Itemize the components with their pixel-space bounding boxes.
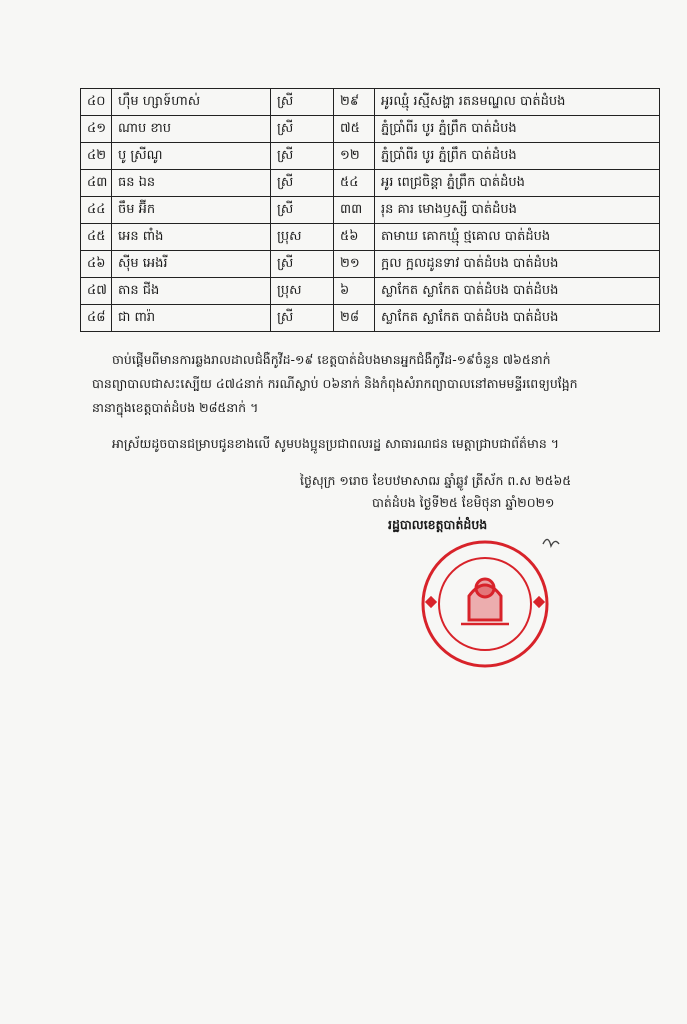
- row-name: ហ៊ឹម ហ្សាទ៍ហាស់: [112, 89, 271, 116]
- row-sex: ប្រុស: [271, 224, 334, 251]
- summary-line-1: ចាប់ផ្តើមពីមានការឆ្លងរាលដាលជំងឺកូវីដ-១៩ ខេត្តបាត់ដំបងមានអ្នកជំងឺកូវីដ-១៩ចំនួន ៧៦៥នាក់: [112, 352, 551, 367]
- table-row: [81, 116, 660, 143]
- table-row: [81, 224, 660, 251]
- table-row: [81, 170, 660, 197]
- table-row: [81, 89, 660, 116]
- closing-paragraph: [92, 432, 652, 456]
- table-row: [81, 278, 660, 305]
- row-number: ៤៤: [81, 197, 112, 224]
- row-address: រុន គារ មោងឫស្សី បាត់ដំបង: [375, 197, 660, 224]
- row-number: ៤២: [81, 143, 112, 170]
- row-sex: ស្រី: [271, 305, 334, 332]
- row-name: ជា ពារ៉ា: [112, 305, 271, 332]
- row-age: ៧៥: [334, 116, 375, 143]
- summary-line-2: បានព្យាបាលជាសះស្បើយ ៤៧៤នាក់ ករណីស្លាប់ ០៦នាក់ និងកំពុងសំរាកព្យាបាលនៅតាមមន្ទីរពេទ្យបង្អែក: [92, 376, 578, 391]
- row-name: ធន ឯន: [112, 170, 271, 197]
- closing-line: អាស្រ័យដូចបានជម្រាបជូនខាងលើ សូមបងប្អូនប្រជាពលរដ្ឋ សាធារណជន មេត្តាជ្រាបជាព័ត៌មាន ។: [112, 436, 560, 451]
- seal-star-left: [427, 598, 435, 606]
- row-age: ៥៤: [334, 170, 375, 197]
- row-number: ៤០: [81, 89, 112, 116]
- seal-star-right: [535, 598, 543, 606]
- row-number: ៤៨: [81, 305, 112, 332]
- row-sex: ស្រី: [271, 116, 334, 143]
- summary-paragraph: [92, 348, 652, 420]
- row-name: បូ ស្រីណូ: [112, 143, 271, 170]
- row-sex: ស្រី: [271, 143, 334, 170]
- row-sex: ប្រុស: [271, 278, 334, 305]
- row-address: ភ្នំប្រាំពីរ បូរ ភ្នំព្រឹក បាត់ដំបង: [375, 143, 660, 170]
- row-age: ២១: [334, 251, 375, 278]
- row-number: ៤៦: [81, 251, 112, 278]
- row-address: ភ្នំប្រាំពីរ បូរ ភ្នំព្រឹក បាត់ដំបង: [375, 116, 660, 143]
- row-number: ៤៣: [81, 170, 112, 197]
- row-address: អូរ ពេជ្រចិន្តា ភ្នំព្រឹក បាត់ដំបង: [375, 170, 660, 197]
- row-address: ក្អល ក្អលដូនទាវ បាត់ដំបង បាត់ដំបង: [375, 251, 660, 278]
- issuing-office: រដ្ឋបាលខេត្តបាត់ដំបង: [388, 517, 488, 532]
- lunar-date: ថ្ងៃសុក្រ ១រោច ខែបឋមាសាឍ ឆ្នាំឆ្លូវ ត្រីស័ក ព.ស ២៥៦៥: [300, 473, 572, 488]
- row-name: តាន ជីង: [112, 278, 271, 305]
- row-address: អូរឈ្មុំ រស្មីសង្ហា រតនមណ្ឌល បាត់ដំបង: [375, 89, 660, 116]
- row-name: ស៊ីម អេងរី: [112, 251, 271, 278]
- table-row: [81, 251, 660, 278]
- row-sex: ស្រី: [271, 89, 334, 116]
- table-row: [81, 143, 660, 170]
- cases-table: [80, 88, 660, 332]
- row-age: ៣៣: [334, 197, 375, 224]
- row-age: ២៩: [334, 89, 375, 116]
- row-sex: ស្រី: [271, 251, 334, 278]
- seal-mark: [423, 542, 547, 666]
- row-address: ស្លាកែត ស្លាកែត បាត់ដំបង បាត់ដំបង: [375, 278, 660, 305]
- row-age: ៥៦: [334, 224, 375, 251]
- row-number: ៤១: [81, 116, 112, 143]
- solar-date: បាត់ដំបង ថ្ងៃទី២៥ ខែមិថុនា ឆ្នាំ២០២១: [372, 495, 555, 510]
- row-age: ១២: [334, 143, 375, 170]
- row-number: ៤៧: [81, 278, 112, 305]
- summary-line-3: នានាក្នុងខេត្តបាត់ដំបង ២៨៥នាក់ ។: [92, 400, 259, 415]
- row-sex: ស្រី: [271, 197, 334, 224]
- row-number: ៤៥: [81, 224, 112, 251]
- row-address: តាមាឃ គោកឃ្មុំ ថ្មគោល បាត់ដំបង: [375, 224, 660, 251]
- row-name: អេន ពាំង: [112, 224, 271, 251]
- handwritten-signature: [543, 539, 559, 546]
- table-row: [81, 305, 660, 332]
- table-row: [81, 197, 660, 224]
- official-seal: [405, 530, 565, 670]
- row-age: ២៨: [334, 305, 375, 332]
- cases-table-body: [81, 89, 660, 332]
- row-address: ស្លាកែត ស្លាកែត បាត់ដំបង បាត់ដំបង: [375, 305, 660, 332]
- row-name: ណាប ខាប: [112, 116, 271, 143]
- seal-emblem-head: [476, 579, 494, 597]
- row-sex: ស្រី: [271, 170, 334, 197]
- row-name: ចឹម អ៊ីក: [112, 197, 271, 224]
- signature-block: [300, 470, 660, 536]
- row-age: ៦: [334, 278, 375, 305]
